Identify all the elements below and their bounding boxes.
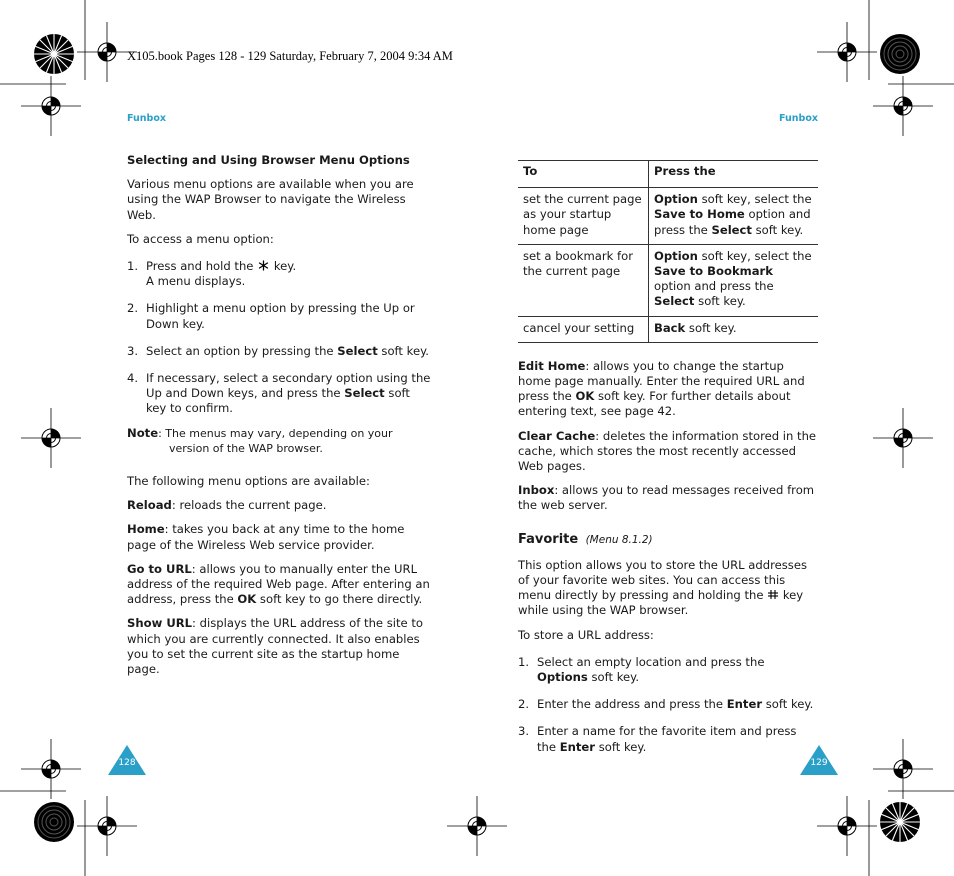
note — [127, 426, 432, 456]
table-row — [518, 188, 818, 245]
option-desc: : displays the URL address of the site to which you are currently connected. It also enables you to set the current site as the startup home page. — [127, 616, 423, 677]
step-text: soft key. — [587, 670, 640, 685]
step-number: 2. — [127, 301, 139, 316]
table-cell-to: cancel your setting — [518, 316, 649, 342]
option-desc: : reloads the current page. — [171, 498, 327, 513]
step-number: 1. — [518, 654, 530, 669]
left-steps-list — [127, 259, 432, 417]
table-cell-to: set the current page as your startup home page — [518, 188, 649, 245]
table-header-row — [518, 161, 818, 188]
options-table — [518, 160, 818, 343]
store-instruction: To store a URL address: — [518, 627, 654, 642]
step-number: 4. — [127, 371, 139, 386]
option-edit-home: Edit Home: allows you to change the startup home page manually. Enter the required URL and press the OK soft key. For further details about entering text, see page 42. — [518, 358, 805, 419]
table-header-press: Press the — [649, 161, 819, 188]
option-term: Show URL — [127, 616, 193, 631]
page-number: 128 — [118, 758, 136, 768]
page-number: 129 — [810, 758, 828, 768]
step-text: Press and hold the — [146, 259, 258, 274]
hash-key-icon — [767, 589, 779, 600]
book-info-header: X105.book Pages 128 - 129 Saturday, February 7, 2004 9:34 AM — [127, 49, 453, 63]
note-text: : The menus may vary, depending on your — [158, 426, 393, 440]
section-tag-right: Funbox — [779, 113, 818, 124]
table-cell-to: set a bookmark for the current page — [518, 244, 649, 316]
page-number-badge-right — [800, 745, 838, 775]
option-desc: : takes you back at any time to the home page of the Wireless Web service provider. — [127, 522, 405, 552]
list-item — [127, 301, 432, 331]
step-text: A menu displays. — [146, 274, 246, 289]
list-item — [518, 655, 818, 685]
step-number: 2. — [518, 697, 530, 712]
list-item — [127, 371, 432, 417]
list-item — [127, 259, 432, 289]
step-number: 1. — [127, 259, 139, 274]
step-text: Select an option by pressing the — [146, 343, 338, 358]
option-clear-cache: Clear Cache: deletes the information stored in the cache, which stores the most recently accessed Web pages. — [518, 428, 817, 474]
left-page-content — [127, 153, 432, 677]
step-number: 3. — [127, 343, 139, 358]
table-row — [518, 244, 818, 316]
step-bold: Options — [537, 670, 588, 685]
step-text: soft key to confirm. — [146, 386, 410, 416]
access-instruction: To access a menu option: — [127, 231, 274, 246]
step-bold: Select — [344, 386, 385, 401]
step-text: key. — [273, 259, 297, 274]
table-row — [518, 316, 818, 342]
option-term: Go to URL — [127, 561, 192, 576]
step-number: 3. — [518, 724, 530, 739]
option-reload — [127, 498, 432, 513]
favorite-heading: Favorite (Menu 8.1.2) — [518, 531, 653, 547]
option-go-to-url — [127, 562, 432, 608]
favorite-intro: This option allows you to store the URL addresses of your favorite web sites. You can access this menu directly by pressing and holding the key while using the WAP browser. — [518, 557, 808, 618]
list-item — [518, 697, 818, 712]
list-item — [127, 344, 432, 359]
section-title: Selecting and Using Browser Menu Options — [127, 153, 410, 167]
right-steps-list — [518, 655, 818, 755]
table-cell-press: Back soft key. — [649, 316, 819, 342]
table-cell-press: Option soft key, select the Save to Home option and press the Select soft key. — [649, 188, 819, 245]
option-term: Reload — [127, 498, 172, 513]
available-options: The following menu options are available: — [127, 474, 370, 489]
list-item — [518, 724, 818, 754]
note-text: version of the WAP browser. — [169, 441, 323, 455]
option-term: Home — [127, 522, 165, 537]
page-number-badge-left — [108, 745, 146, 775]
step-text: Enter the address and press the — [537, 697, 727, 712]
step-text: Highlight a menu option by pressing the Up or Down key. — [146, 301, 415, 331]
step-bold: Enter — [726, 697, 763, 712]
step-text: soft key. — [762, 697, 814, 712]
option-bold: OK — [237, 592, 257, 607]
option-desc: : allows you to manually enter the URL address of the required Web page. After entering an address, press the — [127, 561, 430, 607]
note-label: Note — [127, 425, 159, 440]
step-bold: Select — [337, 343, 378, 358]
table-header-to: To — [518, 161, 649, 188]
step-bold: Enter — [559, 739, 596, 754]
step-text: Enter a name for the favorite item and press the — [537, 724, 797, 754]
option-show-url — [127, 616, 432, 677]
intro-paragraph: Various menu options are available when you are using the WAP Browser to navigate the Wireless Web. — [127, 177, 414, 222]
option-inbox: Inbox: allows you to read messages received from the web server. — [518, 483, 815, 513]
step-text: soft key. — [377, 343, 429, 358]
option-home — [127, 522, 432, 552]
table-cell-press: Option soft key, select the Save to Bookmark option and press the Select soft key. — [649, 244, 819, 316]
star-key-icon — [257, 260, 270, 271]
option-desc: soft key to go there directly. — [256, 592, 423, 607]
step-text: soft key. — [595, 739, 647, 754]
step-text: Select an empty location and press the — [537, 654, 765, 669]
right-page-content — [518, 160, 818, 755]
section-tag-left: Funbox — [127, 113, 166, 124]
step-text: If necessary, select a secondary option using the Up and Down keys, and press the — [146, 371, 431, 401]
